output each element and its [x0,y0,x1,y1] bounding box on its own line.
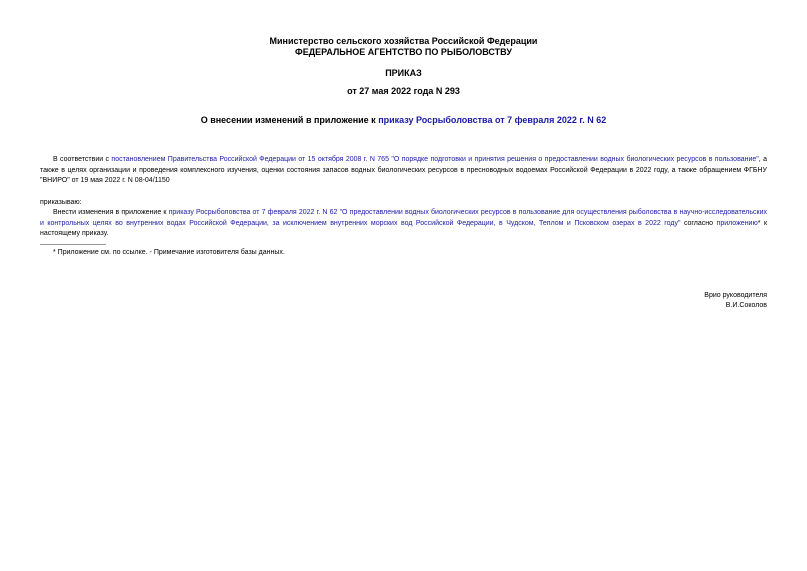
doc-title [0,115,807,125]
p3-text-b: согласно [680,219,717,227]
signature-name: В.И.Соколов [725,302,767,309]
p3-text-c: * к настоящему приказу. [40,219,768,237]
doc-title-link[interactable]: приказу Росрыболовства от 7 февраля 2022 г. N 62 [378,115,607,125]
doc-date-number: от 27 мая 2022 года N 293 [347,86,460,96]
p1-resolution-link[interactable]: постановлением Правительства Российской Федерации от 15 октября 2008 г. N 765 "О порядке подготовки и принятия решения о предоставлении водных биологических ресурсов в пользование" [111,156,759,163]
footnote: * Приложение см. по ссылке. - Примечание изготовителя базы данных. [53,249,285,256]
footnote-divider [40,244,106,245]
paragraph-basis [40,155,767,187]
p1-text-b: , а также в целях организации и проведения комплексного изучения, оценки состояния запасов водных биологических ресурсов в пресноводных водоемах Российской Федерации в 2022 году, а также обращением ФГБНУ "ВНИРО" от 19 мая 2022 г. N 08-04/1150 [40,156,768,184]
p3-text-a: Внести изменения в приложение к [53,209,169,216]
doc-type: ПРИКАЗ [385,68,422,78]
p3-appendix-link[interactable]: приложению [716,219,758,227]
agency-name: ФЕДЕРАЛЬНОЕ АГЕНТСТВО ПО РЫБОЛОВСТВУ [295,47,512,57]
signature-position: Врио руководителя [704,292,767,299]
doc-title-prefix: О внесении изменений в приложение к [200,115,379,125]
p3-order-link[interactable]: приказу Росрыболовства от 7 февраля 2022 г. N 62 "О предоставлении водных биологических ресурсов в пользование для осуществления рыболовства в научно-исследовательских и контрольных целях во внутренних водах Российской Федерации, за исключением внутренних морских вод Российской Федерации, в Чудском, Теплом и Псковском озерах в 2022 году" [40,209,768,227]
paragraph-changes [40,208,767,240]
p1-text-a: В соответствии с [53,156,112,163]
paragraph-order: приказываю: [40,199,82,206]
ministry-name: Министерство сельского хозяйства Российской Федерации [269,36,538,46]
